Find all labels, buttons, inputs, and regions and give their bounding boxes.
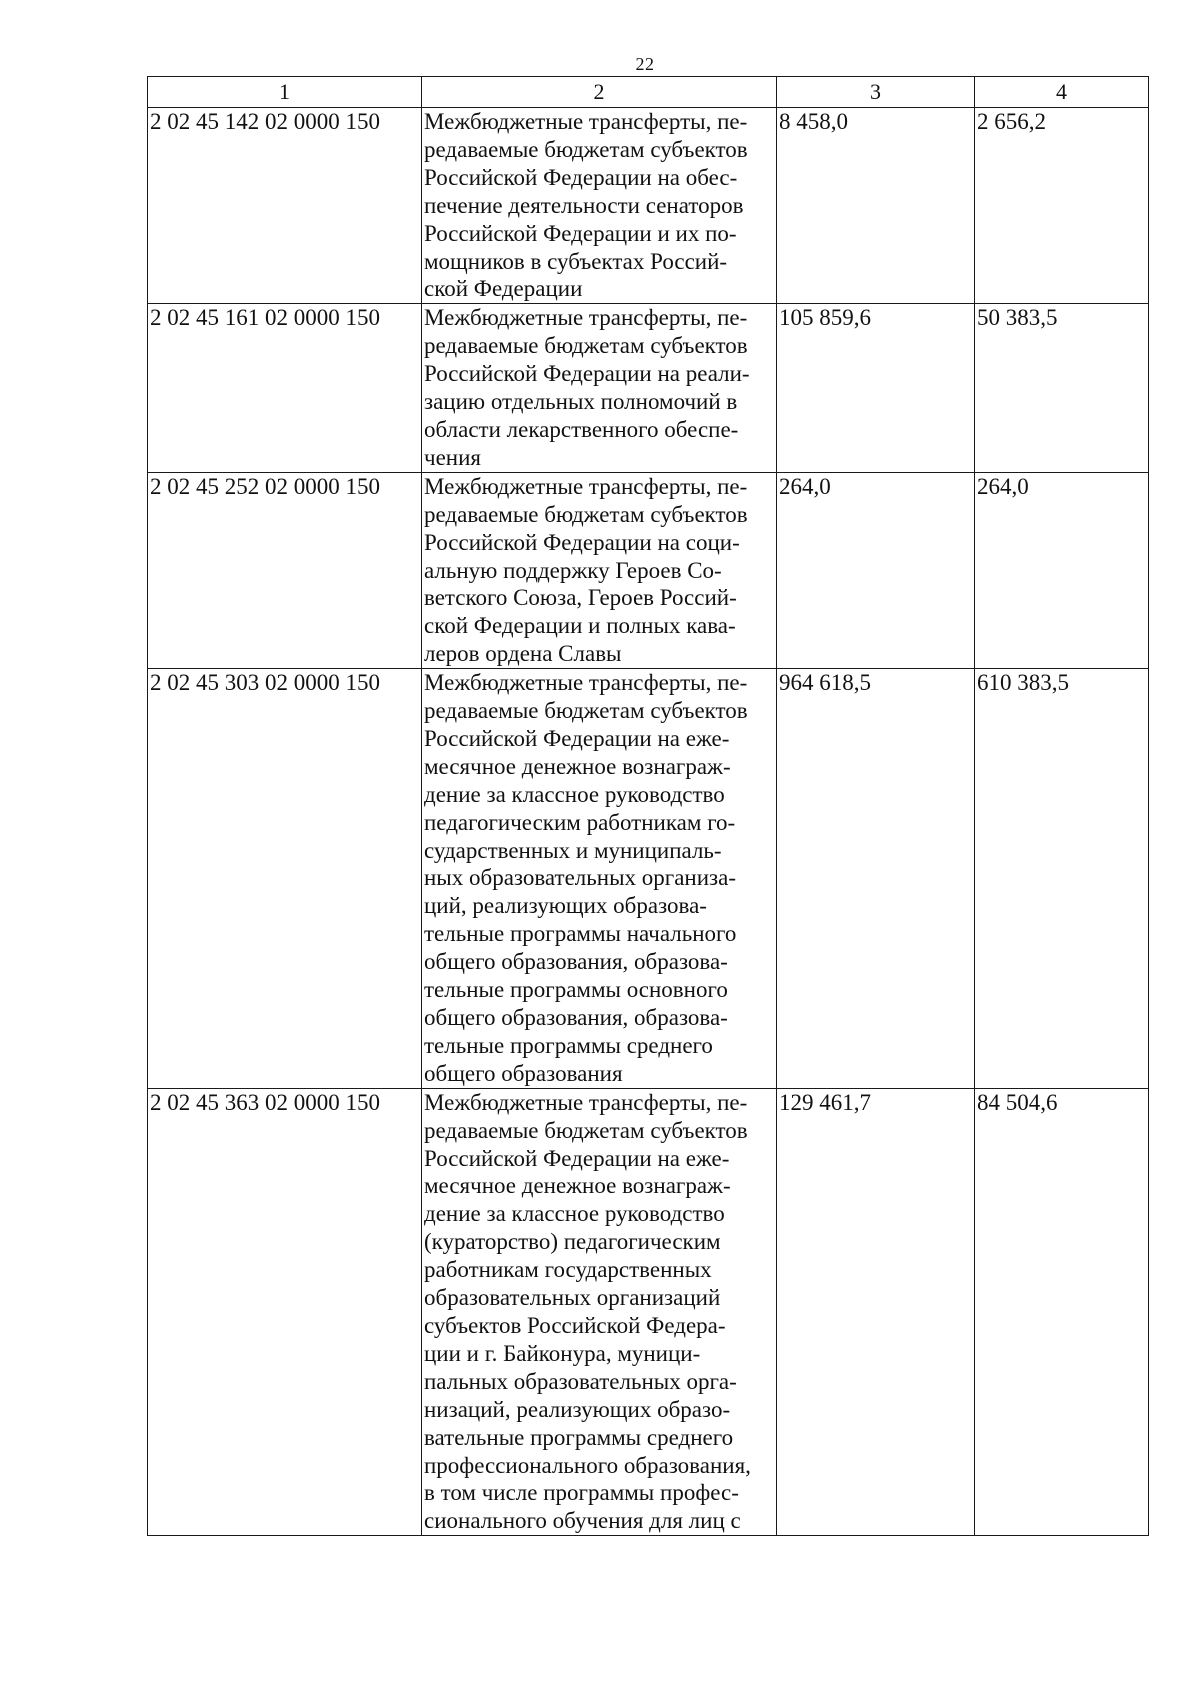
description-cell: [422, 669, 777, 1089]
description-line: ций, реализующих образова-: [424, 893, 707, 919]
header-row: [148, 77, 1149, 108]
amount-col4-cell: 2 656,2: [975, 108, 1149, 304]
description-line: дение за классное руководство: [424, 781, 725, 807]
description-line: (кураторство) педагогическим: [424, 1229, 721, 1255]
description-line: ской Федерации и полных кава-: [424, 613, 736, 639]
description-line: редаваемые бюджетам субъектов: [424, 136, 748, 162]
description-line: пальных образовательных орга-: [424, 1368, 737, 1394]
description-line: образовательных организаций: [424, 1285, 721, 1311]
description-cell: [422, 472, 777, 668]
budget-code-cell: 2 02 45 161 02 0000 150: [148, 304, 422, 472]
description-cell: [422, 108, 777, 304]
description-line: педагогическим работникам го-: [424, 809, 736, 835]
description-line: леров ордена Славы: [424, 641, 622, 667]
description-cell: [422, 304, 777, 472]
description-line: Российской Федерации на соци-: [424, 529, 740, 555]
amount-col4-cell: 264,0: [975, 472, 1149, 668]
description-line: в том числе программы профес-: [424, 1480, 739, 1506]
description-line: редаваемые бюджетам субъектов: [424, 698, 748, 724]
description-line: редаваемые бюджетам субъектов: [424, 1117, 748, 1143]
description-line: ции и г. Байконура, муници-: [424, 1340, 701, 1366]
description-line: Межбюджетные трансферты, пе-: [424, 473, 748, 499]
description-line: тельные программы начального: [424, 921, 737, 947]
amount-col3-cell: 8 458,0: [777, 108, 975, 304]
description-line: общего образования: [424, 1060, 623, 1086]
table-row: [148, 304, 1149, 472]
description-line: альную поддержку Героев Со-: [424, 557, 722, 583]
column-header-4: 4: [975, 77, 1149, 108]
column-header-2: 2: [422, 77, 777, 108]
amount-col3-cell: 264,0: [777, 472, 975, 668]
description-line: низаций, реализующих образо-: [424, 1396, 731, 1422]
description-line: Межбюджетные трансферты, пе-: [424, 1089, 748, 1115]
budget-code-cell: 2 02 45 252 02 0000 150: [148, 472, 422, 668]
description-line: Межбюджетные трансферты, пе-: [424, 109, 748, 134]
column-header-3: 3: [777, 77, 975, 108]
description-line: месячное денежное вознаграж-: [424, 753, 731, 779]
description-line: сионального обучения для лиц с: [424, 1508, 741, 1534]
description-line: печение деятельности сенаторов: [424, 192, 744, 218]
description-cell: [422, 1088, 777, 1536]
description-line: месячное денежное вознаграж-: [424, 1173, 731, 1199]
description-line: ных образовательных организа-: [424, 865, 736, 891]
description-line: редаваемые бюджетам субъектов: [424, 501, 748, 527]
amount-col4-cell: 84 504,6: [975, 1088, 1149, 1536]
description-line: сударственных и муниципаль-: [424, 837, 722, 863]
description-line: тельные программы среднего: [424, 1032, 713, 1058]
budget-code-cell: 2 02 45 303 02 0000 150: [148, 669, 422, 1089]
description-line: Российской Федерации на реали-: [424, 361, 750, 387]
description-line: работникам государственных: [424, 1257, 712, 1283]
budget-table: [147, 76, 1149, 1536]
table-row: [148, 1088, 1149, 1536]
description-line: Межбюджетные трансферты, пе-: [424, 305, 748, 331]
table-row: [148, 472, 1149, 668]
description-line: Российской Федерации на еже-: [424, 725, 730, 751]
budget-code-cell: 2 02 45 363 02 0000 150: [148, 1088, 422, 1536]
description-line: Российской Федерации и их по-: [424, 220, 737, 246]
description-line: Российской Федерации на обес-: [424, 164, 738, 190]
description-line: дение за классное руководство: [424, 1201, 725, 1227]
description-line: профессионального образования,: [424, 1452, 751, 1478]
description-line: Российской Федерации на еже-: [424, 1145, 730, 1171]
page-number: 22: [635, 54, 655, 74]
description-line: Межбюджетные трансферты, пе-: [424, 670, 748, 696]
amount-col4-cell: 50 383,5: [975, 304, 1149, 472]
amount-col3-cell: 964 618,5: [777, 669, 975, 1089]
budget-code-cell: 2 02 45 142 02 0000 150: [148, 108, 422, 304]
description-line: зацию отдельных полномочий в: [424, 389, 738, 415]
description-line: редаваемые бюджетам субъектов: [424, 333, 748, 359]
description-line: ской Федерации: [424, 276, 583, 302]
amount-col4-cell: 610 383,5: [975, 669, 1149, 1089]
description-line: чения: [424, 444, 481, 470]
amount-col3-cell: 105 859,6: [777, 304, 975, 472]
amount-col3-cell: 129 461,7: [777, 1088, 975, 1536]
description-line: тельные программы основного: [424, 977, 728, 1003]
description-line: области лекарственного обеспе-: [424, 416, 739, 442]
description-line: мощников в субъектах Россий-: [424, 248, 728, 274]
description-line: общего образования, образова-: [424, 949, 728, 975]
column-header-1: 1: [148, 77, 422, 108]
description-line: субъектов Российской Федера-: [424, 1312, 726, 1338]
table-row: [148, 108, 1149, 304]
description-line: ветского Союза, Героев Россий-: [424, 585, 737, 611]
table-row: [148, 669, 1149, 1089]
description-line: вательные программы среднего: [424, 1424, 734, 1450]
description-line: общего образования, образова-: [424, 1005, 728, 1030]
